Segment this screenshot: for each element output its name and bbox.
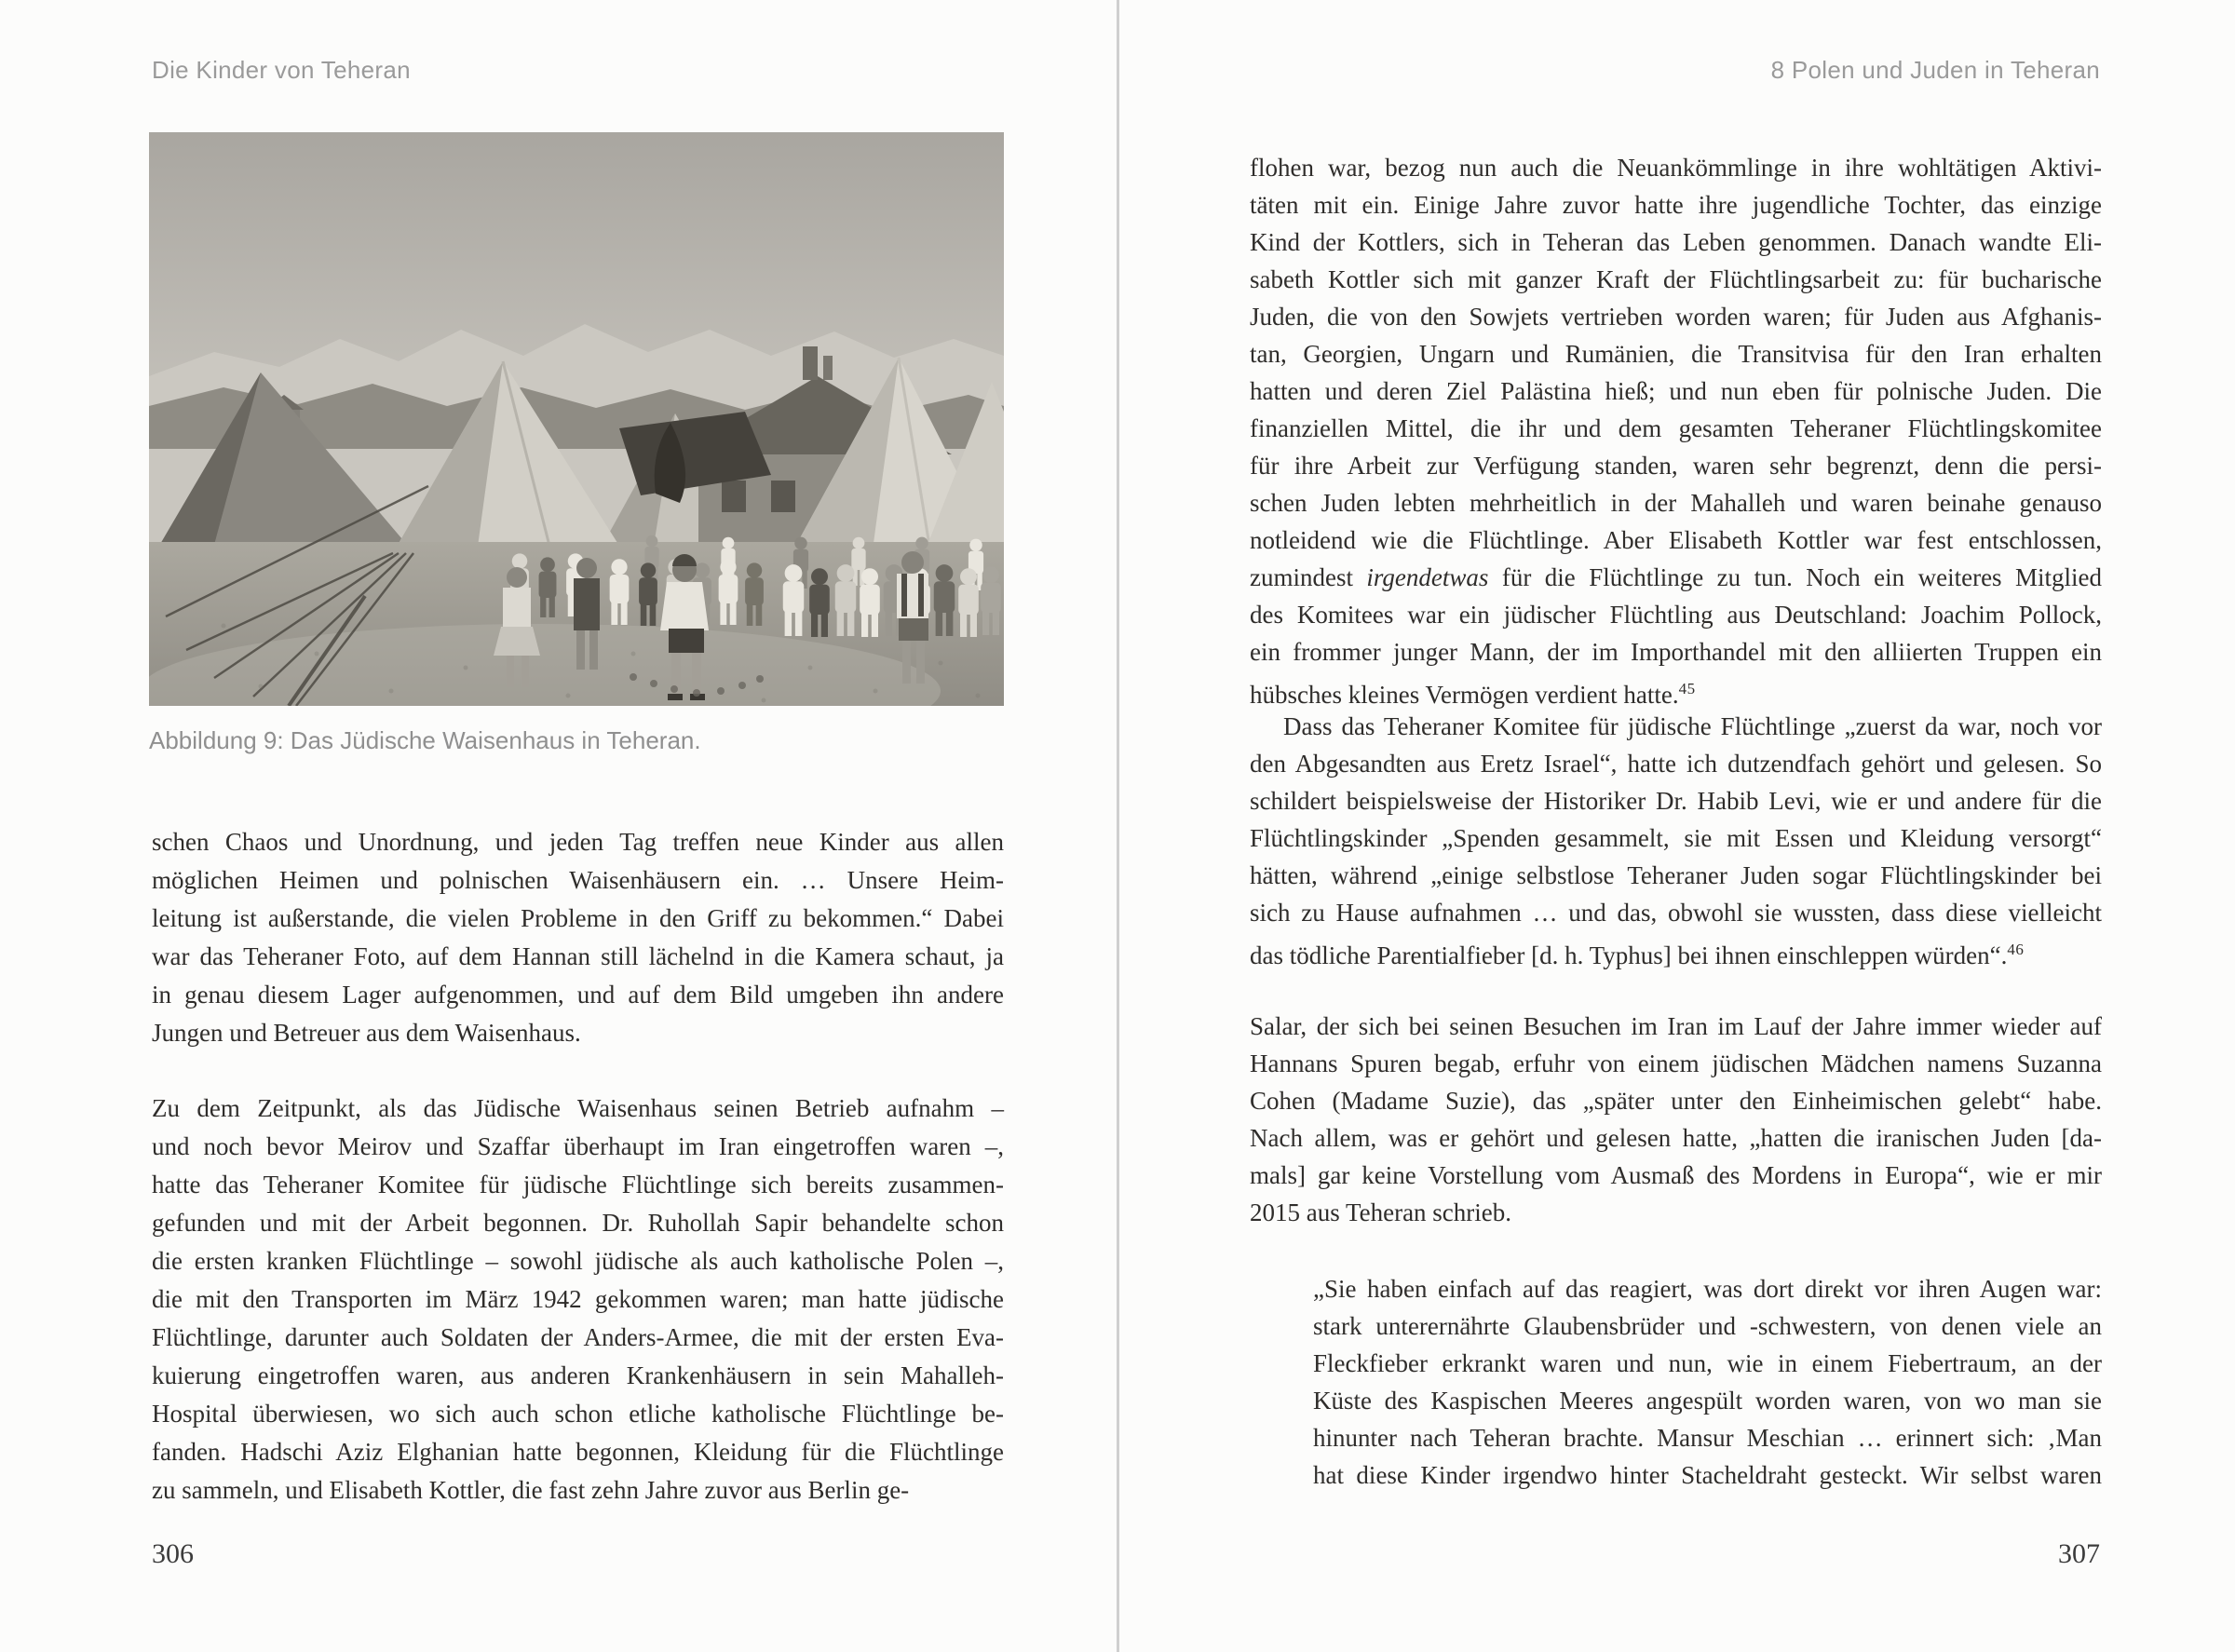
paragraph-gap <box>152 1052 1004 1090</box>
paragraph <box>152 1090 1004 1510</box>
text-line: Küste des Kaspischen Meeres angespült worden waren, von wo man sie <box>1313 1387 2102 1415</box>
text-line: sabeth Kottler sich mit ganzer Kraft der Flüchtlingsarbeit zu: für bucharische <box>1250 265 2102 293</box>
text-line <box>1250 931 2102 968</box>
text-line: Dass das Teheraner Komitee für jüdische Flüchtlinge „zuerst da war, noch vor <box>1283 712 2102 740</box>
text-line: gefunden und mit der Arbeit begonnen. Dr. Ruhollah Sapir behandelte schon <box>152 1209 1004 1237</box>
page-number-right: 307 <box>2058 1538 2100 1569</box>
text-segment: hübsches kleines Vermögen verdient hatte. <box>1250 681 1679 709</box>
text-segment: das tödliche Parentialfieber [d. h. Typhus] bei ihnen einschleppen würden“. <box>1250 941 2008 969</box>
block-quote <box>1313 1270 2102 1494</box>
page-right <box>1119 0 2235 1652</box>
text-line: täten mit ein. Einige Jahre zuvor hatte ihre jugendliche Tochter, das einzige <box>1250 191 2102 219</box>
text-line: Salar, der sich bei seinen Besuchen im Iran im Lauf der Jahre immer wieder auf <box>1250 1012 2102 1040</box>
footnote-reference: 45 <box>1678 680 1696 697</box>
text-line: die ersten kranken Flüchtlinge – sowohl jüdische als auch katholische Polen –, <box>152 1247 1004 1275</box>
text-line: schen Juden lebten mehrheitlich in der Mahalleh und waren beinahe genauso <box>1250 489 2102 517</box>
figure-caption: Abbildung 9: Das Jüdische Waisenhaus in Teheran. <box>149 726 701 754</box>
text-line: Hannans Spuren begab, erfuhr von einem jüdischen Mädchen namens Suzanna <box>1250 1049 2102 1077</box>
text-line: schen Chaos und Unordnung, und jeden Tag treffen neue Kinder aus allen <box>152 828 1004 856</box>
text-line: stark unterernährte Glaubensbrüder und -schwestern, von denen viele an <box>1313 1312 2102 1340</box>
text-line: mals] gar keine Vorstellung vom Ausmaß des Mordens in Europa“, wie er mir <box>1250 1161 2102 1189</box>
paragraph <box>1250 149 2102 708</box>
text-line: finanziellen Mittel, die ihr und dem gesamten Teheraner Flüchtlingskomitee <box>1250 414 2102 442</box>
text-line: Fleckfieber erkrankt waren und nun, wie in einem Fiebertraum, an der <box>1313 1349 2102 1377</box>
paragraph <box>1250 708 2102 968</box>
text-line: Kind der Kottlers, sich in Teheran das Leben genommen. Danach wandte Eli- <box>1250 228 2102 256</box>
page-number-left: 306 <box>152 1538 194 1569</box>
figure-photo-refugee-camp <box>149 132 1004 706</box>
text-line: Zu dem Zeitpunkt, als das Jüdische Waisenhaus seinen Betrieb aufnahm – <box>152 1094 1004 1122</box>
body-text-right <box>1250 149 2102 1494</box>
text-line: möglichen Heimen und polnischen Waisenhäusern ein. … Unsere Heim- <box>152 866 1004 894</box>
text-line: Juden, die von den Sowjets vertrieben worden waren; für Juden aus Afghanis- <box>1250 303 2102 331</box>
running-header-right: 8 Polen und Juden in Teheran <box>1770 56 2100 84</box>
text-line: hat diese Kinder irgendwo hinter Stacheldraht gesteckt. Wir selbst waren <box>1313 1461 2102 1489</box>
text-line: tan, Georgien, Ungarn und Rumänien, die Transitvisa für den Iran erhalten <box>1250 340 2102 368</box>
page-left <box>0 0 1117 1652</box>
text-line: Flüchtlinge, darunter auch Soldaten der Anders-Armee, die mit der ersten Eva- <box>152 1323 1004 1351</box>
text-segment: zumindest <box>1250 563 1367 591</box>
text-line: Nach allem, was er gehört und gelesen hatte, „hatten die iranischen Juden [da- <box>1250 1124 2102 1152</box>
text-line: Flüchtlingskinder „Spenden gesammelt, sie mit Essen und Kleidung versorgt“ <box>1250 824 2102 852</box>
text-line: flohen war, bezog nun auch die Neuankömmlinge in ihre wohltätigen Aktivi- <box>1250 154 2102 182</box>
text-line: schildert beispielsweise der Historiker Dr. Habib Levi, wie er und andere für die <box>1250 787 2102 815</box>
text-line <box>1250 670 2102 708</box>
paragraph-gap <box>1250 1231 2102 1270</box>
text-line: des Komitees war ein jüdischer Flüchtling aus Deutschland: Joachim Pollock, <box>1250 601 2102 629</box>
text-segment-italic: irgendetwas <box>1366 563 1489 591</box>
text-line: hatten und deren Ziel Palästina hieß; und nun eben für polnische Juden. Die <box>1250 377 2102 405</box>
text-line <box>1250 559 2102 596</box>
text-line: 2015 aus Teheran schrieb. <box>1250 1198 1512 1226</box>
text-line: fanden. Hadschi Aziz Elghanian hatte begonnen, Kleidung für die Flüchtlinge <box>152 1438 1004 1466</box>
running-header-left: Die Kinder von Teheran <box>152 56 411 84</box>
text-line: für ihre Arbeit zur Verfügung standen, waren sehr begrenzt, denn die persi- <box>1250 452 2102 480</box>
paragraph <box>1250 1008 2102 1231</box>
paragraph <box>152 823 1004 1052</box>
text-line: die mit den Transporten im März 1942 gekommen waren; man hatte jüdische <box>152 1285 1004 1313</box>
body-text-left <box>152 823 1004 1510</box>
text-line: leitung ist außerstande, die vielen Probleme in den Griff zu bekommen.“ Dabei <box>152 904 1004 932</box>
text-line: ein frommer junger Mann, der im Importhandel mit den alliierten Truppen ein <box>1250 638 2102 666</box>
text-line: Jungen und Betreuer aus dem Waisenhaus. <box>152 1019 581 1047</box>
text-line: sich zu Hause aufnahmen … und das, obwohl sie wussten, dass diese vielleicht <box>1250 899 2102 927</box>
text-line: hatte das Teheraner Komitee für jüdische Flüchtlinge sich bereits zusammen- <box>152 1171 1004 1198</box>
text-line: „Sie haben einfach auf das reagiert, was dort direkt vor ihren Augen war: <box>1313 1275 2102 1303</box>
text-line: war das Teheraner Foto, auf dem Hannan still lächelnd in die Kamera schaut, ja <box>152 942 1004 970</box>
paragraph-gap <box>1250 968 2102 1008</box>
text-line: hinunter nach Teheran brachte. Mansur Meschian … erinnert sich: ‚Man <box>1313 1424 2102 1452</box>
footnote-reference: 46 <box>2007 941 2025 958</box>
text-line: hätten, während „einige selbstlose Teheraner Juden sogar Flüchtlingskinder bei <box>1250 861 2102 889</box>
text-line: kuierung eingetroffen waren, aus anderen Krankenhäusern in sein Mahalleh- <box>152 1361 1004 1389</box>
photo-illustration <box>149 132 1004 706</box>
text-line: zu sammeln, und Elisabeth Kottler, die fast zehn Jahre zuvor aus Berlin ge- <box>152 1476 910 1504</box>
page-gutter-divider <box>1117 0 1119 1652</box>
text-line: den Abgesandten aus Eretz Israel“, hatte ich dutzendfach gehört und gelesen. So <box>1250 750 2102 778</box>
text-line: und noch bevor Meirov und Szaffar überhaupt im Iran eingetroffen waren –, <box>152 1132 1004 1160</box>
text-segment: für die Flüchtlinge zu tun. Noch ein weiteres Mitglied <box>1488 563 2102 591</box>
text-line: notleidend wie die Flüchtlinge. Aber Elisabeth Kottler war fest entschlossen, <box>1250 526 2102 554</box>
text-line: Hospital überwiesen, wo sich auch schon etliche katholische Flüchtlinge be- <box>152 1400 1004 1428</box>
text-line: in genau diesem Lager aufgenommen, und auf dem Bild umgeben ihn andere <box>152 981 1004 1009</box>
text-line: Cohen (Madame Suzie), das „später unter den Einheimischen gelebt“ habe. <box>1250 1087 2102 1115</box>
